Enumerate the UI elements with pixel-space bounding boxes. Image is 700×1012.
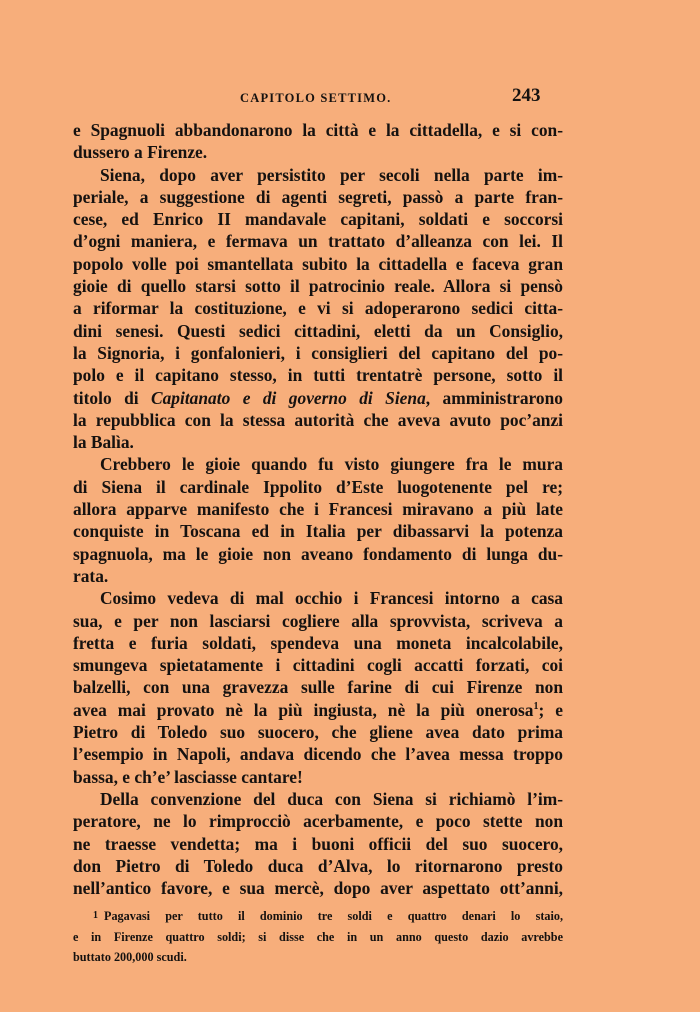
- text-line: Pietro di Toledo suo suocero, che gliene avea dato prima: [73, 722, 563, 743]
- text-line: don Pietro di Toledo duca d’Alva, lo ritornarono presto: [73, 855, 563, 876]
- footnote-line: [73, 906, 563, 927]
- body-text: [73, 119, 563, 899]
- text-line: la Balìa.: [73, 432, 134, 453]
- text-line: peratore, ne lo rimprocciò acerbamente, e poco stette non: [73, 811, 563, 832]
- text-line: di Siena il cardinale Ippolito d’Este luogotenente pel re;: [73, 476, 563, 497]
- text-line: [73, 387, 563, 409]
- text-line: dini senesi. Questi sedici cittadini, eletti da un Consiglio,: [73, 320, 563, 341]
- text-line: periale, a suggestione di agenti segreti, passò a parte fran-: [73, 186, 563, 207]
- text-line: Cosimo vedeva di mal occhio i Francesi intorno a casa: [100, 588, 563, 609]
- text-line: d’ogni maniera, e fermava un trattato d’alleanza con lei. Il: [73, 231, 563, 252]
- text-line: sua, e per non lasciarsi cogliere alla sprovvista, scriveva a: [73, 610, 563, 631]
- text-line: bassa, e ch’e’ lasciasse cantare!: [73, 766, 303, 787]
- text-line: smungeva spietatamente i cittadini cogli accatti forzati, coi: [73, 655, 563, 676]
- text-line: balzelli, con una gravezza sulle farine di cui Firenze non: [73, 677, 563, 698]
- text-line: rata.: [73, 565, 109, 586]
- text-line: popolo volle poi smantellata subito la cittadella e faceva gran: [73, 253, 563, 274]
- text-segment: , amministrarono: [425, 387, 563, 408]
- text-line: Siena, dopo aver persistito per secoli nella parte im-: [100, 164, 563, 185]
- text-line: Crebbero le gioie quando fu visto giungere fra le mura: [100, 454, 563, 475]
- text-line: dussero a Firenze.: [73, 142, 208, 163]
- text-segment: titolo di: [73, 387, 152, 408]
- footnote-line: e in Firenze quattro soldi; si disse che in un anno questo dazio avrebbe: [73, 929, 563, 944]
- text-line: Della convenzione del duca con Siena si richiamò l’im-: [100, 788, 563, 809]
- text-line: e Spagnuoli abbandonarono la città e la cittadella, e si con-: [73, 120, 563, 140]
- text-line: gioie di quello starsi sotto il patrocinio reale. Allora si pensò: [73, 276, 563, 297]
- text-line: ne traesse vendetta; ma i buoni officii del suo suocero,: [73, 833, 563, 854]
- text-line: allora apparve manifesto che i Francesi miravano a più late: [73, 499, 563, 520]
- text-line: conquiste in Toscana ed in Italia per dibassarvi la potenza: [73, 521, 563, 542]
- text-line: la Signoria, i gonfalonieri, i consiglieri del capitano del po-: [73, 342, 563, 363]
- footnote-line: buttato 200,000 scudi.: [73, 950, 187, 964]
- footnote-text: Pagavasi per tutto il dominio tre soldi e quattro denari lo staio,: [104, 909, 563, 923]
- text-line: la repubblica con la stessa autorità che aveva avuto poc’anzi: [73, 409, 563, 430]
- footnote-mark: 1: [93, 910, 98, 921]
- text-line: cese, ed Enrico II mandavale capitani, soldati e soccorsi: [73, 209, 563, 230]
- italic-title: Capitanato e di governo di Siena: [151, 387, 426, 408]
- text-line: nell’antico favore, e sua mercè, dopo aver aspettato ott’anni,: [73, 878, 563, 899]
- text-line: polo e il capitano stesso, in tutti trentatrè persone, sotto il: [73, 365, 563, 386]
- footnote-reference: 1: [533, 700, 539, 712]
- footnotes: [73, 906, 563, 968]
- text-line: l’esempio in Napoli, andava dicendo che l’avea messa troppo: [73, 744, 563, 765]
- text-segment: avea mai provato nè la più ingiusta, nè la più onerosa: [73, 699, 534, 720]
- running-head: CAPITOLO SETTIMO.: [240, 91, 392, 105]
- page-number: 243: [512, 85, 541, 106]
- text-line: spagnuola, ma le gioie non aveano fondamento di lunga du-: [73, 543, 563, 564]
- text-line: a riformar la costituzione, e vi si adoperarono sedici citta-: [73, 298, 563, 319]
- text-line: [73, 699, 563, 721]
- text-line: fretta e furia soldati, spendeva una moneta incalcolabile,: [73, 632, 563, 653]
- text-segment: ; e: [538, 699, 563, 720]
